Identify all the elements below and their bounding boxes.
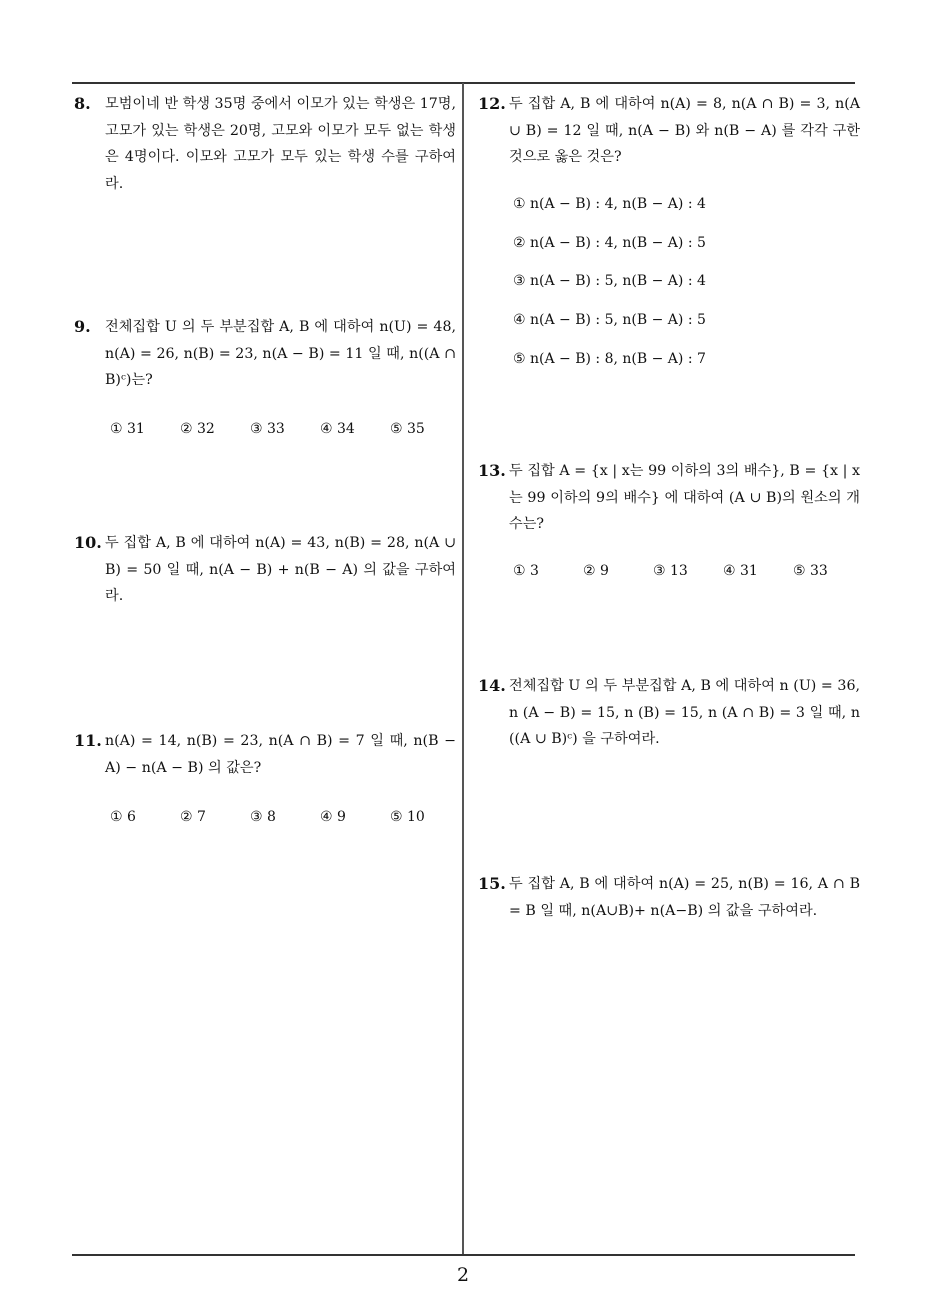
problem-11-choices bbox=[110, 809, 460, 825]
choice-3[interactable]: ③ n(A − B) : 5, n(B − A) : 4 bbox=[513, 273, 706, 290]
choice-3[interactable]: ③ 13 bbox=[653, 563, 688, 579]
choice-4[interactable]: ④ 9 bbox=[320, 809, 346, 825]
problem-text: 두 집합 A, B 에 대하여 n(A) = 43, n(B) = 28, n(A ∪ B) = 50 일 때, n(A − B) + n(B − A) 의 값을 구하여라. bbox=[105, 535, 456, 604]
problem-number: 14. bbox=[478, 676, 506, 695]
choice-3[interactable]: ③ 33 bbox=[250, 421, 285, 437]
choice-5[interactable]: ⑤ 10 bbox=[390, 809, 425, 825]
problem-number: 9. bbox=[74, 317, 91, 336]
choice-5[interactable]: ⑤ 33 bbox=[793, 563, 828, 579]
problem-number: 10. bbox=[74, 533, 102, 552]
choice-2[interactable]: ② 32 bbox=[180, 421, 215, 437]
choice-5[interactable]: ⑤ 35 bbox=[390, 421, 425, 437]
top-rule bbox=[72, 82, 855, 84]
page-number: 2 bbox=[456, 1264, 470, 1286]
choice-5[interactable]: ⑤ n(A − B) : 8, n(B − A) : 7 bbox=[513, 350, 706, 367]
problem-text: 전체집합 U 의 두 부분집합 A, B 에 대하여 n(U) = 48, n(A) = 26, n(B) = 23, n(A − B) = 11 일 때, n((A ∩ B)ᶜ)는? bbox=[105, 319, 456, 388]
choice-2[interactable]: ② 9 bbox=[583, 563, 609, 579]
problem-text: 모범이네 반 학생 35명 중에서 이모가 있는 학생은 17명, 고모가 있는 학생은 20명, 고모와 이모가 모두 없는 학생은 4명이다. 이모와 고모가 모두 있는 학생 수를 구하여라. bbox=[105, 96, 456, 192]
choice-4[interactable]: ④ n(A − B) : 5, n(B − A) : 5 bbox=[513, 312, 706, 329]
problem-text: n(A) = 14, n(B) = 23, n(A ∩ B) = 7 일 때, n(B − A) − n(A − B) 의 값은? bbox=[105, 733, 456, 776]
problem-number: 12. bbox=[478, 94, 506, 113]
problem-13-choices bbox=[513, 563, 863, 579]
problem-text: 두 집합 A, B 에 대하여 n(A) = 25, n(B) = 16, A ∩ B = B 일 때, n(A∪B)+ n(A−B) 의 값을 구하여라. bbox=[509, 876, 860, 919]
problem-number: 13. bbox=[478, 461, 506, 480]
choice-4[interactable]: ④ 34 bbox=[320, 421, 355, 437]
problem-text: 두 집합 A = {x | x는 99 이하의 3의 배수}, B = {x | x는 99 이하의 9의 배수} 에 대하여 (A ∪ B)의 원소의 개수는? bbox=[509, 463, 860, 532]
problem-text: 전체집합 U 의 두 부분집합 A, B 에 대하여 n (U) = 36, n (A − B) = 15, n (B) = 15, n (A ∩ B) = 3 일 때, n ((A ∪ B)ᶜ) 을 구하여라. bbox=[509, 678, 860, 747]
problem-number: 8. bbox=[74, 94, 91, 113]
choice-3[interactable]: ③ 8 bbox=[250, 809, 276, 825]
problem-12-choices bbox=[513, 194, 706, 387]
bottom-rule bbox=[72, 1254, 855, 1256]
choice-1[interactable]: ① 6 bbox=[110, 809, 136, 825]
choice-1[interactable]: ① 3 bbox=[513, 563, 539, 579]
choice-1[interactable]: ① 31 bbox=[110, 421, 145, 437]
problem-9-choices bbox=[110, 421, 460, 437]
problem-number: 11. bbox=[74, 731, 102, 750]
problem-number: 15. bbox=[478, 874, 506, 893]
choice-4[interactable]: ④ 31 bbox=[723, 563, 758, 579]
column-divider bbox=[462, 83, 464, 1255]
problem-text: 두 집합 A, B 에 대하여 n(A) = 8, n(A ∩ B) = 3, n(A ∪ B) = 12 일 때, n(A − B) 와 n(B − A) 를 각각 구한 것으로 옳은 것은? bbox=[509, 96, 860, 165]
choice-2[interactable]: ② 7 bbox=[180, 809, 206, 825]
choice-1[interactable]: ① n(A − B) : 4, n(B − A) : 4 bbox=[513, 196, 706, 212]
choice-2[interactable]: ② n(A − B) : 4, n(B − A) : 5 bbox=[513, 234, 706, 251]
